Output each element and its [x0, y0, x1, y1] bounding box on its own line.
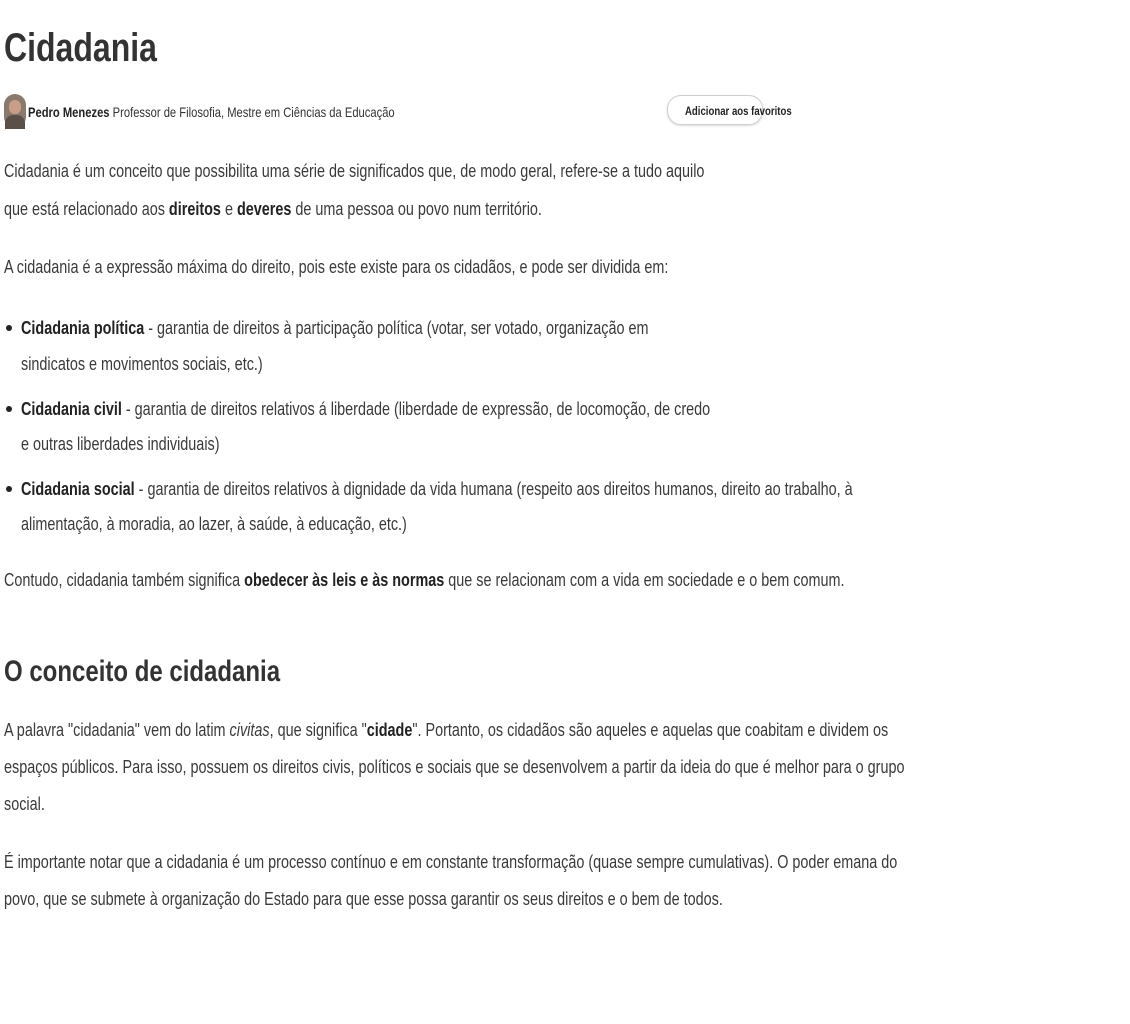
list-bullet [6, 325, 12, 331]
list-bullet [6, 406, 12, 412]
add-to-favorites-button[interactable] [667, 95, 792, 125]
list-item-social-line-1: Cidadania social - garantia de direitos relativos à dignidade da vida humana (respeito aos direitos humanos, direito ao trabalho, à [21, 479, 853, 499]
author-row [4, 92, 792, 130]
list-item-politica-line-2: sindicatos e movimentos sociais, etc.) [21, 354, 263, 374]
list-item-civil-line-2: e outras liberdades individuais) [21, 434, 220, 454]
concept-line-2: espaços públicos. Para isso, possuem os direitos civis, políticos e sociais que se desenvolvem a partir da ideia do que é melhor para o grupo [4, 757, 905, 777]
paragraph-division: A cidadania é a expressão máxima do direito, pois este existe para os cidadãos, e pode ser dividida em: [4, 257, 669, 277]
list-bullet [6, 486, 12, 492]
author-info [28, 103, 486, 121]
intro-line-2: que está relacionado aos direitos e deveres de uma pessoa ou povo num território. [4, 199, 542, 219]
section-heading: O conceito de cidadania [4, 655, 281, 688]
concept-line-3: social. [4, 794, 45, 814]
intro-line-1: Cidadania é um conceito que possibilita uma série de significados que, de modo geral, refere-se a tudo aquilo [4, 161, 705, 181]
page-title: Cidadania [4, 26, 157, 70]
process-line-1: É importante notar que a cidadania é um processo contínuo e em constante transformação (quase sempre cumulativas). O poder emana do [4, 852, 898, 872]
list-item-social-line-2: alimentação, à moradia, ao lazer, à saúde, à educação, etc.) [21, 514, 407, 534]
author-role: Professor de Filosofia, Mestre em Ciências da Educação [112, 104, 395, 120]
list-item-civil-line-1: Cidadania civil - garantia de direitos relativos á liberdade (liberdade de expressão, de locomoção, de credo [21, 399, 711, 419]
add-to-favorites-label: Adicionar aos favoritos [685, 104, 792, 118]
author-name[interactable]: Pedro Menezes [28, 104, 110, 120]
paragraph-obedecer: Contudo, cidadania também significa obedecer às leis e às normas que se relacionam com a vida em sociedade e o bem comum. [4, 570, 845, 590]
author-avatar [4, 94, 26, 128]
process-line-2: povo, que se submete à organização do Estado para que esse possa garantir os seus direitos e o bem de todos. [4, 889, 723, 909]
list-item-politica-line-1: Cidadania política - garantia de direitos à participação política (votar, ser votado, organização em [21, 318, 649, 338]
concept-line-1: A palavra "cidadania" vem do latim civitas, que significa "cidade". Portanto, os cidadãos são aqueles e aquelas que coabitam e dividem os [4, 720, 889, 740]
